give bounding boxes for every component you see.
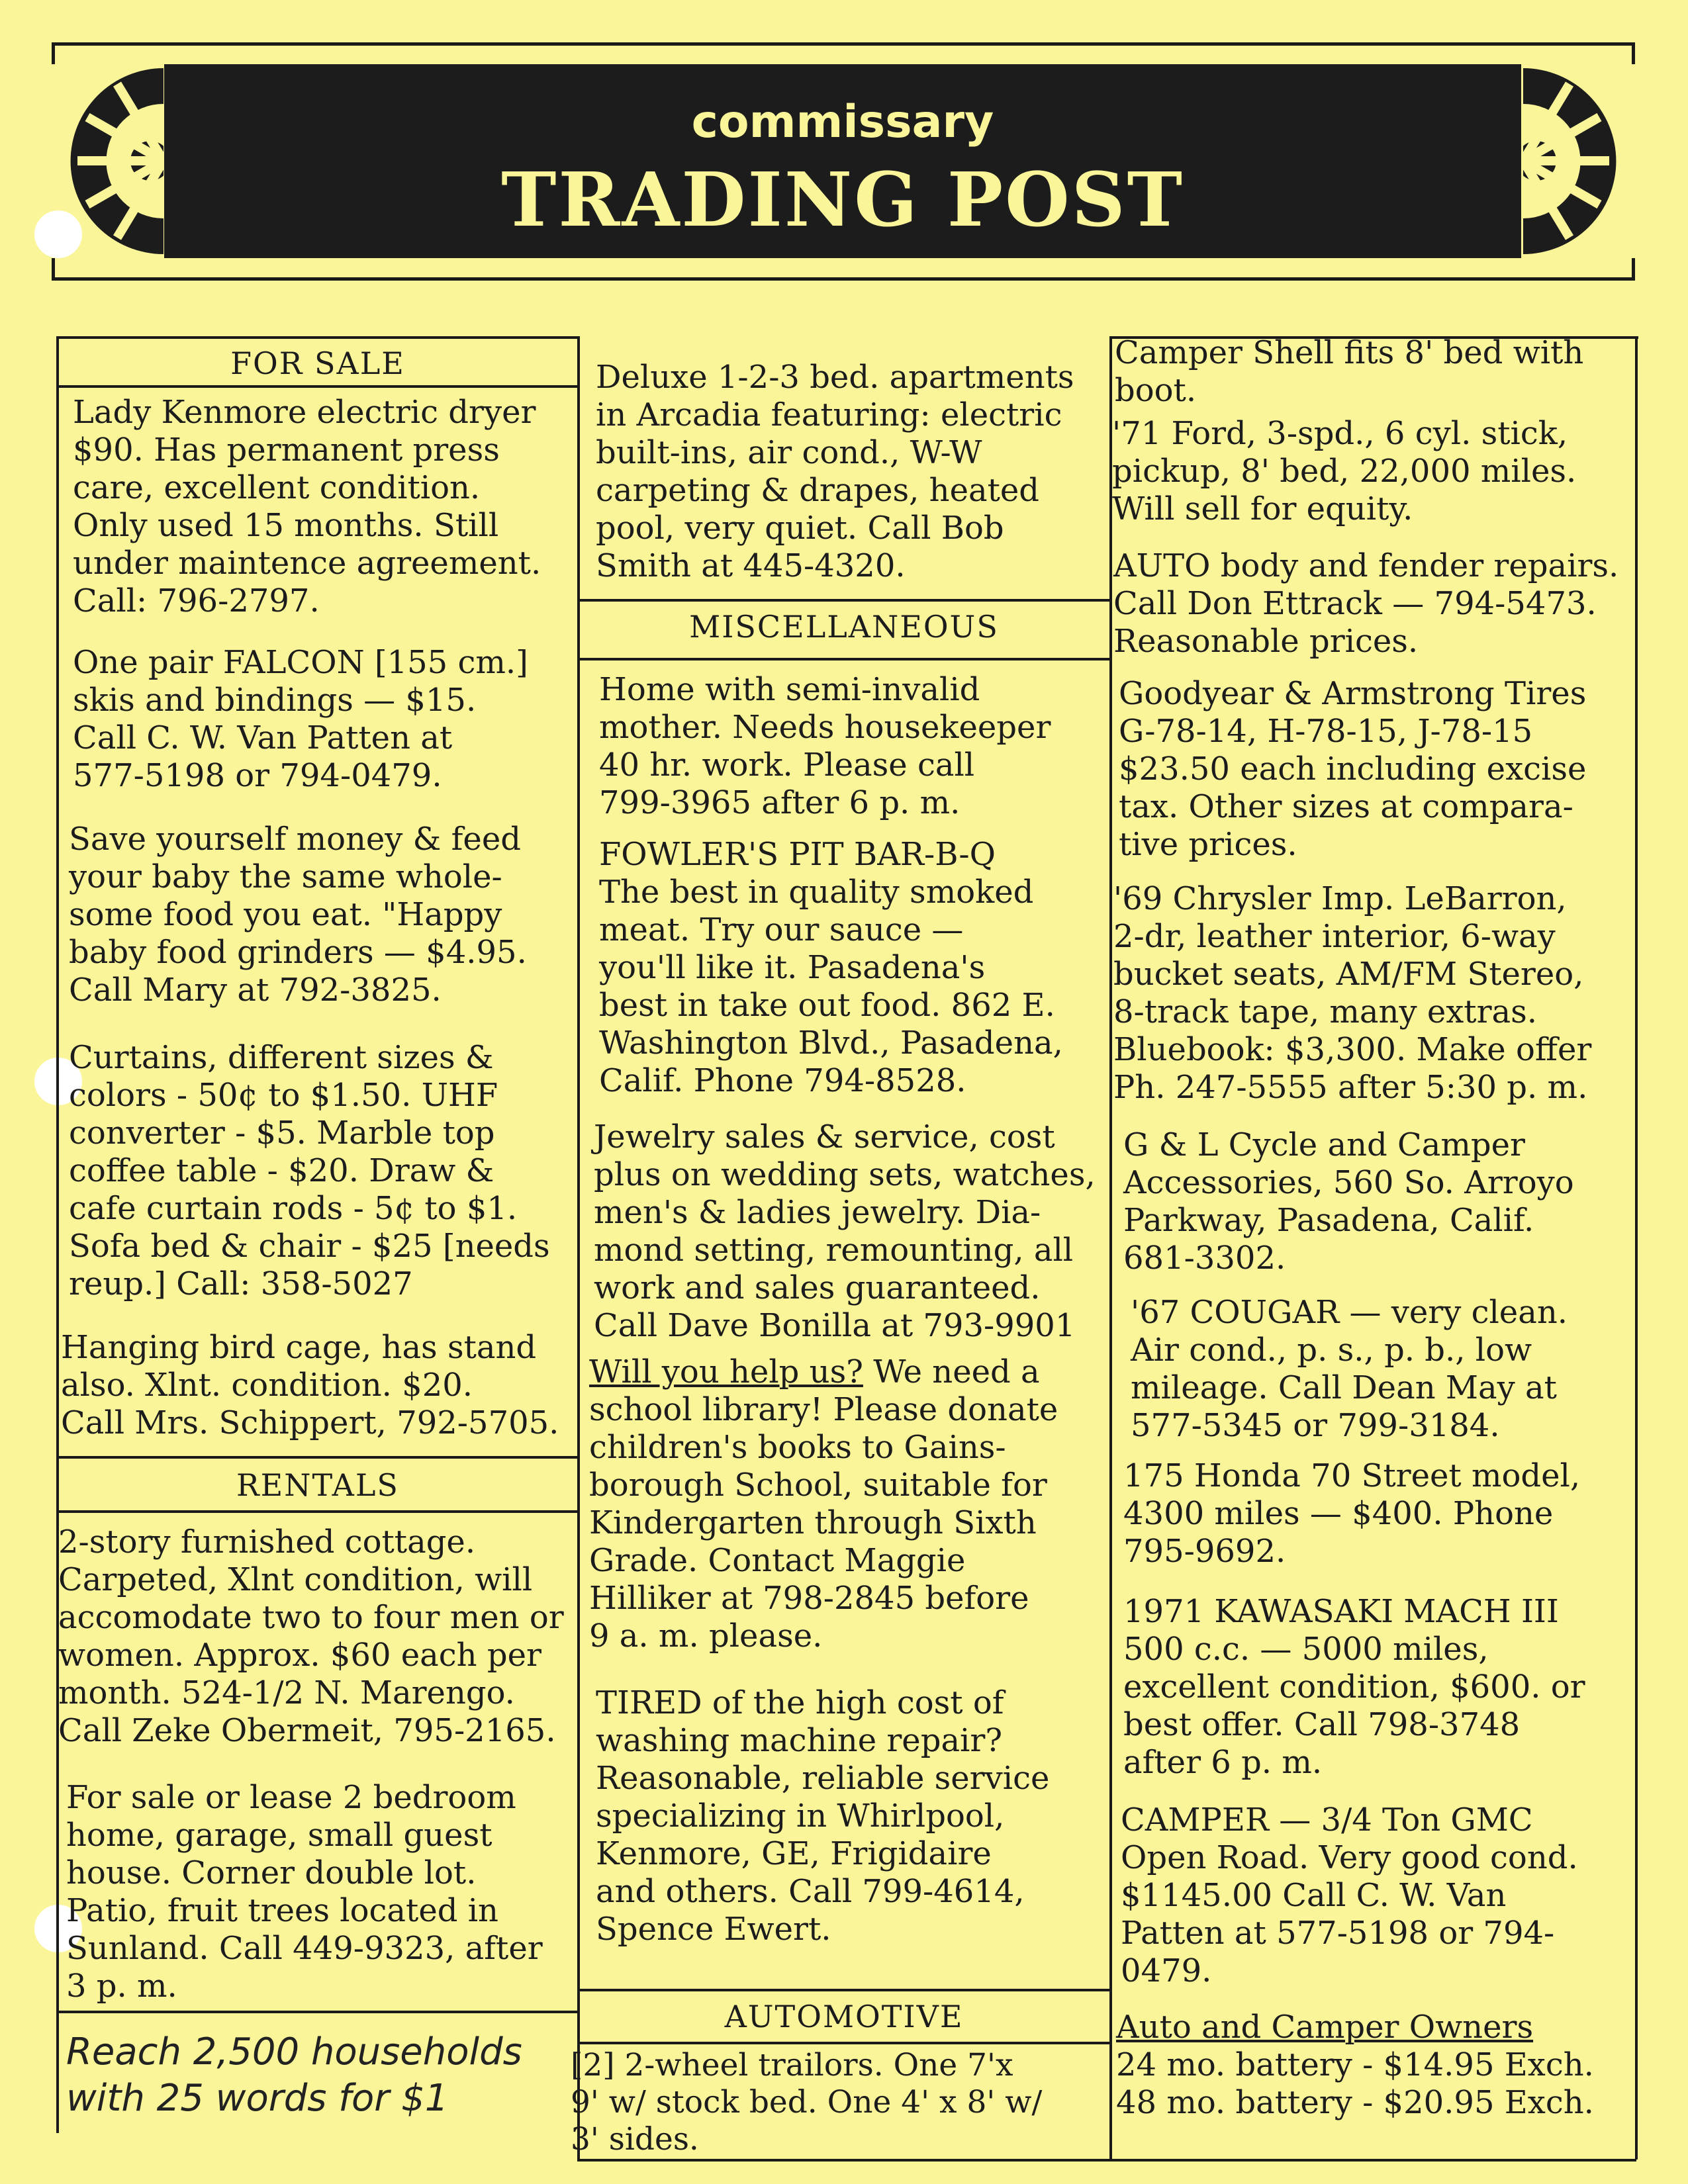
masthead-title: TRADING POST <box>501 157 1184 244</box>
classified-ad: G & L Cycle and Camper Accessories, 560 So. Arroyo Parkway, Pasadena, Calif. 681-3302. <box>1123 1126 1574 1277</box>
classified-ad: CAMPER — 3/4 Ton GMC Open Road. Very good cond. $1145.00 Call C. W. Van Patten at 577-5198 or 794- 0479. <box>1121 1801 1578 1989</box>
classified-ad: Jewelry sales & service, cost plus on wedding sets, watches, men's & ladies jewelry. Dia- mond setting, remounting, all work and sales guaranteed. Call Dave Bonilla at 793-9901 <box>594 1118 1096 1344</box>
rule <box>56 336 579 339</box>
classified-ad: Home with semi-invalid mother. Needs housekeeper 40 hr. work. Please call 799-3965 after 6 p. m. <box>599 671 1051 821</box>
rule <box>577 1989 1111 1991</box>
classified-ad: Lady Kenmore electric dryer $90. Has permanent press care, excellent condition. Only used 15 months. Still under maintence agreement. Call: 796-2797. <box>73 394 541 619</box>
classified-ad: 1971 KAWASAKI MACH III 500 c.c. — 5000 miles, excellent condition, $600. or best offer. Call 798-3748 after 6 p. m. <box>1123 1593 1585 1781</box>
rule <box>577 658 1111 660</box>
masthead <box>52 42 1635 281</box>
classified-ad: TIRED of the high cost of washing machine repair? Reasonable, reliable service specializing in Whirlpool, Kenmore, GE, Frigidaire and others. Call 799-4614, Spence Ewert. <box>596 1684 1050 1948</box>
classified-ad: Deluxe 1-2-3 bed. apartments in Arcadia featuring: electric built-ins, air cond., W-W carpeting & drapes, heated pool, very quiet. Call Bob Smith at 445-4320. <box>596 359 1074 584</box>
rule <box>577 2042 1111 2044</box>
classified-ad: '71 Ford, 3-spd., 6 cyl. stick, pickup, 8' bed, 22,000 miles. Will sell for equity. <box>1112 415 1577 527</box>
masthead-subtitle: commissary <box>691 96 994 148</box>
column-rule <box>56 336 59 2133</box>
masthead-banner <box>164 64 1521 258</box>
classified-ad: '69 Chrysler Imp. LeBarron, 2-dr, leather interior, 6-way bucket seats, AM/FM Stereo, 8-track tape, many extras. Bluebook: $3,300. Make offer Ph. 247-5555 after 5:30 p. m. <box>1113 880 1592 1106</box>
classified-ad: '67 COUGAR — very clean. Air cond., p. s., p. b., low mileage. Call Dean May at 577-5345 or 799-3184. <box>1131 1294 1568 1444</box>
classified-ad: Save yourself money & feed your baby the same whole- some food you eat. "Happy baby food grinders — $4.95. Call Mary at 792-3825. <box>69 821 527 1009</box>
rule <box>56 1510 579 1513</box>
section-heading-rentals: RENTALS <box>236 1467 399 1503</box>
section-heading-automotive: AUTOMOTIVE <box>724 1999 964 2034</box>
punch-hole <box>34 210 82 258</box>
section-heading-for-sale: FOR SALE <box>230 345 405 381</box>
rental-ad: 2-story furnished cottage. Carpeted, Xlnt condition, will accomodate two to four men or women. Approx. $60 each per month. 524-1/2 N. Marengo. Call Zeke Obermeit, 795-2165. <box>58 1524 564 1749</box>
classified-ad: Goodyear & Armstrong Tires G-78-14, H-78-15, J-78-15 $23.50 each including excise tax. Other sizes at compara- tive prices. <box>1119 675 1587 863</box>
classified-ad: AUTO body and fender repairs. Call Don Ettrack — 794-5473. Reasonable prices. <box>1113 547 1619 660</box>
classified-ad: One pair FALCON [155 cm.] skis and bindings — $15. Call C. W. Van Patten at 577-5198 or 794-0479. <box>73 644 528 794</box>
rule <box>56 1456 579 1459</box>
classified-ad: 175 Honda 70 Street model, 4300 miles — $400. Phone 795-9692. <box>1123 1457 1581 1570</box>
classified-ad-lead: Will you help us? <box>589 1353 863 1390</box>
classified-ad-body: We need a school library! Please donate children's books to Gains- borough School, suitable for Kindergarten through Sixth Grade. Contact Maggie Hilliker at 798-2845 before 9 a. m. please. <box>589 1353 1058 1655</box>
handwritten-note: Reach 2,500 households with 25 words for $1 <box>66 2030 522 2120</box>
column-rule <box>1635 336 1638 2160</box>
classified-ad-lead: Auto and Camper Owners <box>1116 2009 1534 2046</box>
classified-ad-body: 24 mo. battery - $14.95 Exch. 48 mo. battery - $20.95 Exch. <box>1116 2046 1594 2121</box>
classified-ad <box>1116 2009 1594 2122</box>
classified-ad <box>589 1353 1058 1655</box>
rule <box>577 2159 1636 2161</box>
section-heading-miscellaneous: MISCELLANEOUS <box>689 609 999 645</box>
automotive-ad: [2] 2-wheel trailors. One 7'x 9' w/ stock bed. One 4' x 8' w/ 3' sides. <box>571 2047 1043 2158</box>
rule <box>56 2011 579 2013</box>
sunburst-ornament-right <box>1523 64 1636 258</box>
classified-ad: Curtains, different sizes & colors - 50¢ to $1.50. UHF converter - $5. Marble top coffee table - $20. Draw & cafe curtain rods - 5¢ to $1. Sofa bed & chair - $25 [needs reup.] Call: 358-5027 <box>69 1039 550 1302</box>
rule <box>577 599 1111 602</box>
classified-ad: Hanging bird cage, has stand also. Xlnt. condition. $20. Call Mrs. Schippert, 792-5705. <box>61 1329 559 1441</box>
rule <box>56 385 579 388</box>
classified-ad: Camper Shell fits 8' bed with boot. <box>1115 334 1584 409</box>
rental-ad: For sale or lease 2 bedroom home, garage, small guest house. Corner double lot. Patio, fruit trees located in Sunland. Call 449-9323, after 3 p. m. <box>66 1779 543 2005</box>
classified-ad: FOWLER'S PIT BAR-B-Q The best in quality smoked meat. Try our sauce — you'll like it. Pasadena's best in take out food. 862 E. Washington Blvd., Pasadena, Calif. Phone 794-8528. <box>599 836 1063 1099</box>
